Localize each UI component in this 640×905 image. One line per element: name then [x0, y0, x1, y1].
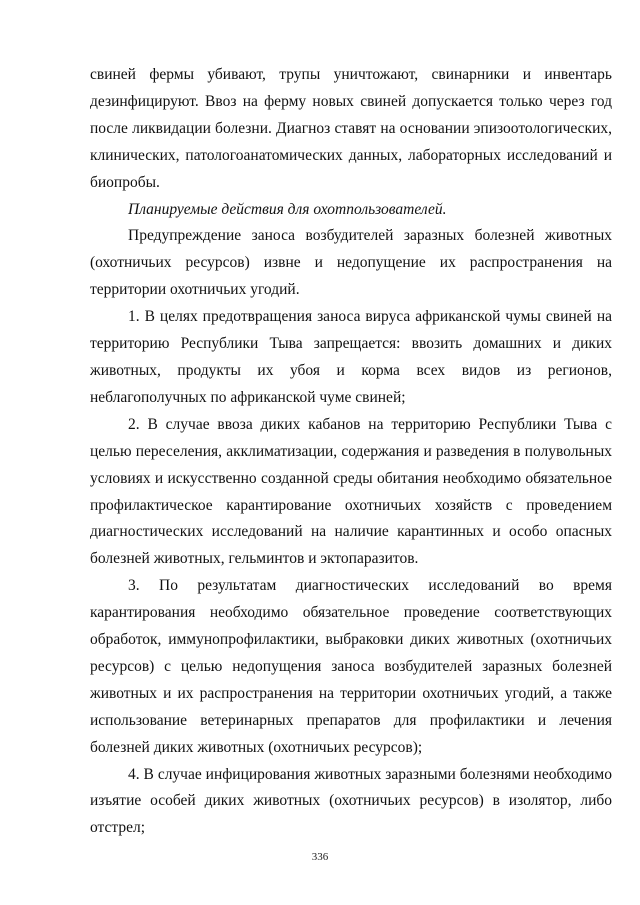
page-number: 336 [311, 851, 329, 863]
list-item-3: 3. По результатам диагностических исследований во время карантирования необходимо обязательное проведение соответствующих обработок, иммунопрофилактики, выбраковки диких животных (охотничьих ресурсов) с целью недопущения заноса возбудителей заразных болезней животных и их распространения на территории охотничьих угодий, а также использование ветеринарных препаратов для профилактики и лечения болезней диких животных (охотничьих ресурсов); [90, 577, 612, 756]
paragraph-intro: Предупреждение заноса возбудителей заразных болезней животных (охотничьих ресурсов) извне и недопущение их распространения на территории охотничьих угодий. [90, 227, 612, 299]
document-body [90, 62, 612, 842]
paragraph-continuation: свиней фермы убивают, трупы уничтожают, свинарники и инвентарь дезинфицируют. Ввоз на ферму новых свиней допускается только через год после ликвидации болезни. Диагноз ставят на основании эпизоотологических, клинических, патологоанатомических данных, лабораторных исследований и биопробы. [90, 66, 612, 191]
list-item-1: 1. В целях предотвращения заноса вируса африканской чумы свиней на территорию Республики Тыва запрещается: ввозить домашних и диких животных, продукты их убоя и корма всех видов из регионов, неблагополучных по африканской чуме свиней; [90, 308, 612, 406]
list-item-4: 4. В случае инфицирования животных заразными болезнями необходимо изъятие особей диких животных (охотничьих ресурсов) в изолятор, либо отстрел; [90, 765, 612, 837]
section-heading: Планируемые действия для охотпользователей. [128, 200, 447, 218]
list-item-2: 2. В случае ввоза диких кабанов на территорию Республики Тыва с целью переселения, акклиматизации, содержания и разведения в полувольных условиях и искусственно созданной среды обитания необходимо обязательное профилактическое карантирование охотничьих хозяйств с проведением диагностических исследований на наличие карантинных и особо опасных болезней животных, гельминтов и эктопаразитов. [90, 415, 612, 568]
